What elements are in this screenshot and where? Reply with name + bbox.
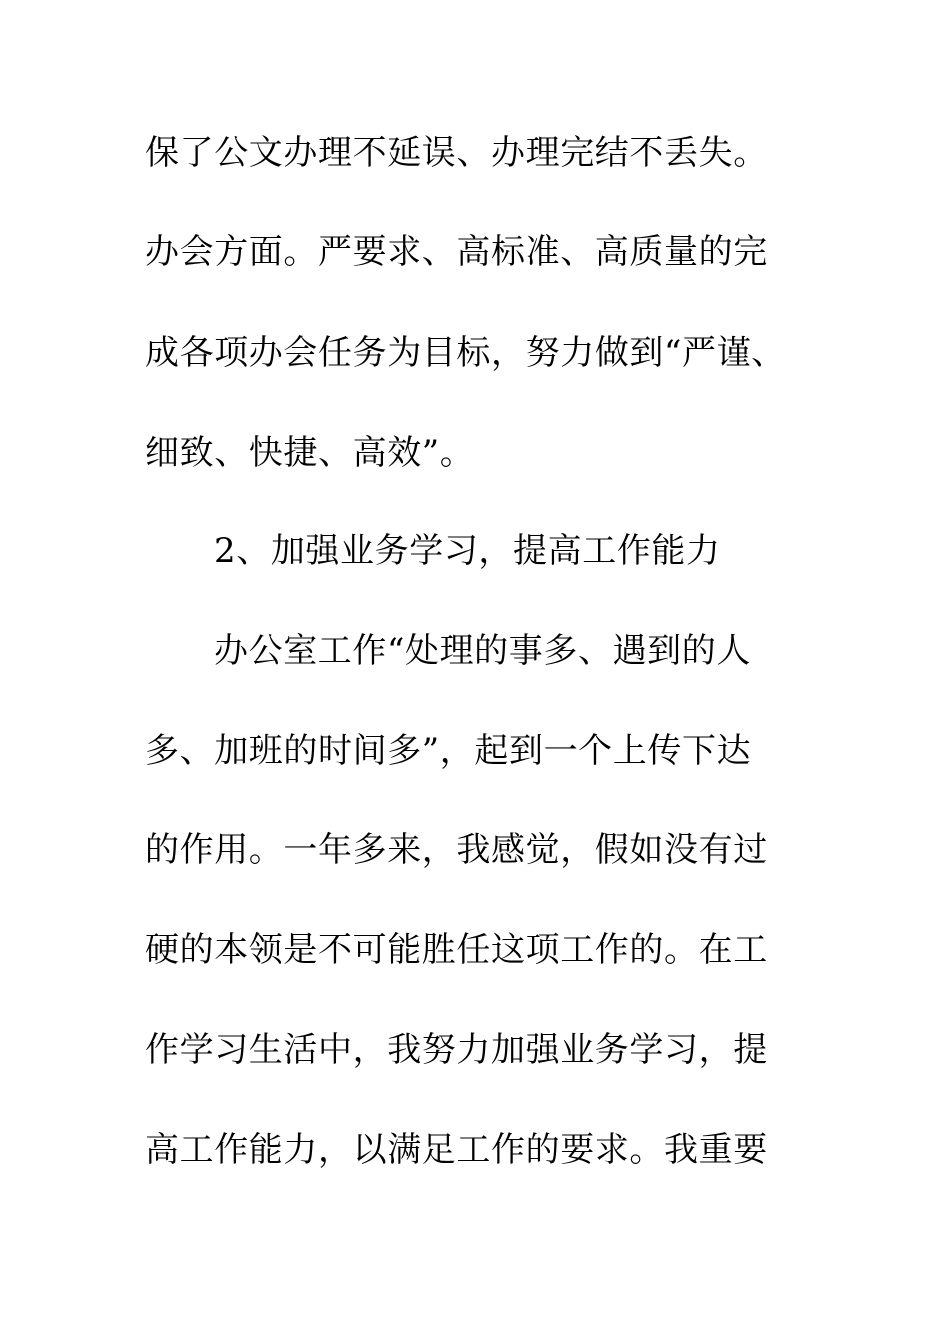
- text-line: 保了公文办理不延误、办理完结不丢失。: [145, 133, 768, 173]
- text-line: 作学习生活中，我努力加强业务学习，提: [145, 1030, 768, 1070]
- text-line: 硬的本领是不可能胜任这项工作的。在工: [145, 930, 768, 970]
- text-line: 的作用。一年多来，我感觉，假如没有过: [145, 830, 768, 870]
- text-line: 办会方面。严要求、高标准、高质量的完: [145, 232, 768, 272]
- text-line: 细致、快捷、高效”。: [145, 433, 475, 473]
- text-line: 多、加班的时间多”，起到一个上传下达: [145, 731, 752, 771]
- text-line: 高工作能力，以满足工作的要求。我重要: [145, 1130, 768, 1170]
- text-line: 成各项办会任务为目标，努力做到“严谨、: [145, 333, 786, 373]
- section-heading: 2、加强业务学习，提高工作能力: [214, 531, 721, 571]
- paragraph-first-line: 办公室工作“处理的事多、遇到的人: [214, 631, 751, 671]
